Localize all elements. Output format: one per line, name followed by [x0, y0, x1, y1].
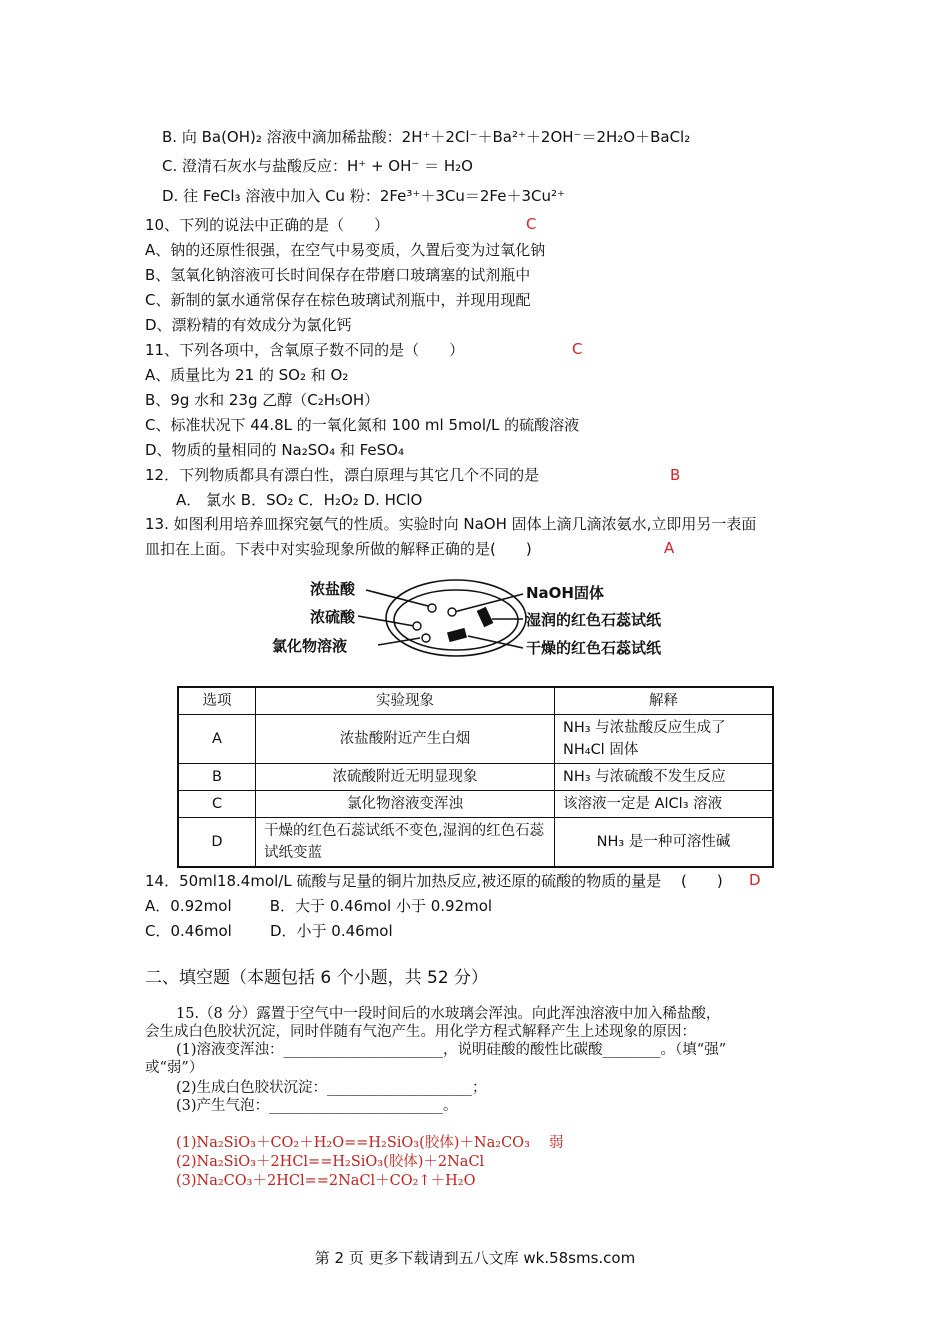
row-b-explanation: NH₃ 与浓硫酸不发生反应: [555, 764, 774, 791]
q15-line6: (3)产生气泡：________________________。: [176, 1098, 458, 1114]
page-footer: 第 2 页 更多下载请到五八文库 wk.58sms.com: [314, 1249, 636, 1267]
table-row: [178, 791, 773, 818]
row-b-phenomenon: 浓硫酸附近无明显现象: [256, 764, 555, 791]
table-header-row: [178, 687, 773, 715]
q10-option-c: C、新制的氯水通常保存在棕色玻璃试剂瓶中，并现用现配: [145, 291, 531, 309]
row-c-option: C: [178, 791, 256, 818]
q14-answer: D: [749, 871, 761, 889]
header-option: 选项: [178, 687, 256, 715]
q9-option-c: C. 澄清石灰水与盐酸反应：H⁺ + OH⁻ ＝ H₂O: [162, 157, 473, 175]
row-c-phenomenon: 氯化物溶液变浑浊: [256, 791, 555, 818]
q15-line3: (1)溶液变浑浊：______________________，说明硅酸的酸性比碳酸________。（填“强”: [176, 1042, 727, 1058]
q11-option-c: C、标准状况下 44.8L 的一氧化氮和 100 ml 5mol/L 的硫酸溶液: [145, 416, 580, 434]
header-explanation: 解释: [555, 687, 774, 715]
experiment-table: [177, 686, 774, 868]
q12-stem: 12．下列物质都具有漂白性，漂白原理与其它几个不同的是: [145, 466, 540, 484]
table-row: [178, 818, 773, 868]
q15-line2: 会生成白色胶状沉淀，同时伴随有气泡产生。用化学方程式解释产生上述现象的原因：: [145, 1024, 696, 1040]
q13-stem-line2: 皿扣在上面。下表中对实验现象所做的解释正确的是( ): [145, 540, 532, 558]
q11-answer: C: [572, 340, 583, 358]
row-d-explanation: NH₃ 是一种可溶性碱: [555, 818, 774, 868]
q11-option-d: D、物质的量相同的 Na₂SO₄ 和 FeSO₄: [145, 441, 404, 459]
dry-litmus-paper: [447, 628, 467, 642]
label-conc-hcl: 浓盐酸: [310, 580, 356, 598]
section-2-title: 二、填空题（本题包括 6 个小题，共 52 分）: [145, 968, 489, 988]
q15-line1: 15.（8 分）露置于空气中一段时间后的水玻璃会浑浊。向此浑浊溶液中加入稀盐酸，: [176, 1006, 721, 1022]
q15-answer-3: (3)Na₂CO₃＋2HCl==2NaCl＋CO₂↑＋H₂O: [176, 1173, 476, 1189]
hcl-drop: [428, 604, 436, 612]
q10-answer: C: [526, 215, 537, 233]
naoh-solid: [448, 608, 456, 616]
row-c-explanation: 该溶液一定是 AlCl₃ 溶液: [555, 791, 774, 818]
q10-option-b: B、氢氧化钠溶液可长时间保存在带磨口玻璃塞的试剂瓶中: [145, 266, 531, 284]
q10-option-a: A、钠的还原性很强，在空气中易变质，久置后变为过氧化钠: [145, 241, 546, 259]
label-dry-litmus: 干燥的红色石蕊试纸: [526, 639, 662, 657]
table-row: [178, 715, 773, 764]
q15-answer-2: (2)Na₂SiO₃＋2HCl==H₂SiO₃(胶体)＋2NaCl: [176, 1154, 485, 1170]
q9-option-d: D. 往 FeCl₃ 溶液中加入 Cu 粉：2Fe³⁺＋3Cu＝2Fe＋3Cu²⁺: [162, 187, 565, 205]
q12-options: A． 氯水 B．SO₂ C．H₂O₂ D. HClO: [176, 491, 423, 509]
header-phenomenon: 实验现象: [256, 687, 555, 715]
q10-stem: 10、下列的说法中正确的是（ ）: [145, 216, 390, 234]
wet-litmus-paper: [477, 607, 494, 628]
q15-line4: 或“弱”）: [145, 1060, 204, 1076]
label-naoh-solid: NaOH固体: [526, 584, 604, 602]
q11-option-a: A、质量比为 21 的 SO₂ 和 O₂: [145, 366, 349, 384]
row-d-option: D: [178, 818, 256, 868]
label-wet-litmus: 湿润的红色石蕊试纸: [526, 611, 662, 629]
petri-dish-diagram: [268, 572, 698, 664]
label-conc-h2so4: 浓硫酸: [310, 608, 356, 626]
table-row: [178, 764, 773, 791]
q14-options-row2: C．0.46mol D．小于 0.46mol: [145, 922, 393, 940]
q15-line5: (2)生成白色胶状沉淀：____________________；: [176, 1080, 487, 1096]
q9-option-b: B. 向 Ba(OH)₂ 溶液中滴加稀盐酸：2H⁺＋2Cl⁻＋Ba²⁺＋2OH⁻＝2H₂O＋BaCl₂: [162, 128, 691, 146]
q15-answer-1: (1)Na₂SiO₃＋CO₂＋H₂O==H₂SiO₃(胶体)＋Na₂CO₃ 弱: [176, 1135, 564, 1151]
row-d-phenomenon: 干燥的红色石蕊试纸不变色,湿润的红色石蕊试纸变蓝: [256, 818, 555, 868]
q10-option-d: D、漂粉精的有效成分为氯化钙: [145, 316, 352, 334]
q11-option-b: B、9g 水和 23g 乙醇（C₂H₅OH）: [145, 391, 380, 409]
row-b-option: B: [178, 764, 256, 791]
chloride-drop: [422, 634, 430, 642]
dish-inner-rim: [394, 590, 518, 650]
q13-stem-line1: 13. 如图利用培养皿探究氨气的性质。实验时向 NaOH 固体上滴几滴浓氨水,立即用另一表面: [145, 515, 757, 533]
q13-answer: A: [664, 539, 675, 557]
row-a-option: A: [178, 715, 256, 764]
row-a-phenomenon: 浓盐酸附近产生白烟: [256, 715, 555, 764]
label-chloride-solution: 氯化物溶液: [272, 637, 348, 655]
h2so4-drop: [413, 622, 421, 630]
q14-stem: 14．50ml18.4mol/L 硫酸与足量的铜片加热反应,被还原的硫酸的物质的量是 ( ): [145, 872, 723, 890]
q12-answer: B: [670, 466, 681, 484]
q11-stem: 11、下列各项中，含氧原子数不同的是（ ）: [145, 341, 465, 359]
row-a-explanation: NH₃ 与浓盐酸反应生成了 NH₄Cl 固体: [555, 715, 774, 764]
q14-options-row1: A．0.92mol B．大于 0.46mol 小于 0.92mol: [145, 897, 493, 915]
